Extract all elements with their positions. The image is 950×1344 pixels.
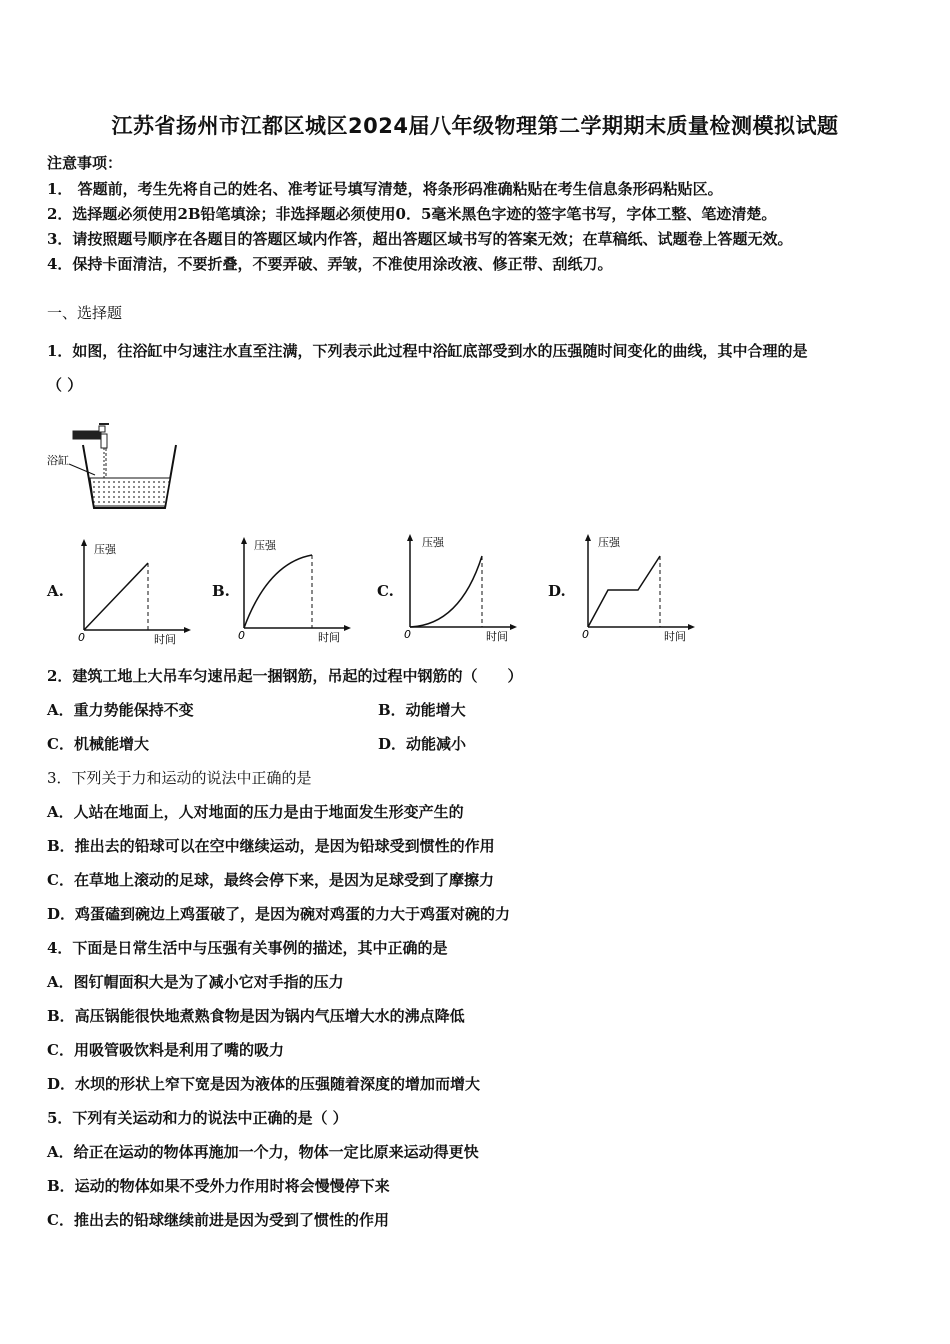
graph-b <box>232 533 357 648</box>
tub-label: 浴缸 <box>47 454 69 467</box>
graph-b-ylabel: 压强 <box>254 539 276 552</box>
water-stream <box>104 448 106 480</box>
graph-c-xlabel: 时间 <box>486 630 508 643</box>
notice-item-4: 4．保持卡面清洁，不要折叠，不要弄破、弄皱，不准使用涂改液、修正带、刮纸刀。 <box>47 255 613 273</box>
notice-item-2: 2．选择题必须使用2B铅笔填涂；非选择题必须使用0．5毫米黑色字迹的签字笔书写，字体工整、笔迹清楚。 <box>47 205 777 223</box>
q3-stem: 3．下列关于力和运动的说法中正确的是 <box>47 769 312 787</box>
q2-option-c: C．机械能增大 <box>47 735 149 753</box>
q2-option-a: A．重力势能保持不变 <box>47 701 194 719</box>
q5-stem: 5．下列有关运动和力的说法中正确的是（ ） <box>47 1109 348 1127</box>
graph-d-curve <box>588 556 660 627</box>
q4-option-b: B．高压锅能很快地煮熟食物是因为锅内气压增大水的沸点降低 <box>47 1007 465 1025</box>
graph-d-xlabel: 时间 <box>664 630 686 643</box>
graph-a <box>72 535 197 650</box>
q3-option-c: C．在草地上滚动的足球，最终会停下来，是因为足球受到了摩擦力 <box>47 871 494 889</box>
q5-option-b: B．运动的物体如果不受外力作用时将会慢慢停下来 <box>47 1177 390 1195</box>
q4-option-d: D．水坝的形状上窄下宽是因为液体的压强随着深度的增加而增大 <box>47 1075 481 1093</box>
q2-option-b: B．动能增大 <box>378 701 466 719</box>
q3-option-a: A．人站在地面上，人对地面的压力是由于地面发生形变产生的 <box>47 803 464 821</box>
q2-option-d: D．动能减小 <box>378 735 467 753</box>
faucet-icon <box>73 424 109 448</box>
q3-option-b: B．推出去的铅球可以在空中继续运动，是因为铅球受到惯性的作用 <box>47 837 495 855</box>
q4-option-c: C．用吸管吸饮料是利用了嘴的吸力 <box>47 1041 284 1059</box>
q5-option-a: A．给正在运动的物体再施加一个力，物体一定比原来运动得更快 <box>47 1143 479 1161</box>
graph-a-origin: 0 <box>78 631 85 644</box>
graph-d <box>576 530 701 645</box>
graph-a-xlabel: 时间 <box>154 633 176 646</box>
q5-option-c: C．推出去的铅球继续前进是因为受到了惯性的作用 <box>47 1211 389 1229</box>
graph-c-curve <box>410 556 482 627</box>
graph-c-label: C. <box>377 582 394 600</box>
notice-item-3: 3．请按照题号顺序在各题目的答题区域内作答，超出答题区域书写的答案无效；在草稿纸、试题卷上答题无效。 <box>47 230 793 248</box>
tub-label-leader <box>69 464 95 475</box>
q4-stem: 4．下面是日常生活中与压强有关事例的描述，其中正确的是 <box>47 939 448 957</box>
graph-b-origin: 0 <box>238 629 245 642</box>
graph-c-origin: 0 <box>404 628 411 641</box>
tub-water <box>90 478 170 506</box>
graph-d-origin: 0 <box>582 628 589 641</box>
graph-a-curve <box>84 563 148 630</box>
graph-b-curve <box>244 555 312 628</box>
q4-option-a: A．图钉帽面积大是为了减小它对手指的压力 <box>47 973 344 991</box>
graph-b-label: B. <box>212 582 230 600</box>
graph-a-label: A. <box>47 582 64 600</box>
bathtub-figure <box>47 420 187 520</box>
graph-c-ylabel: 压强 <box>422 536 444 549</box>
q1-stem: 1．如图，往浴缸中匀速注水直至注满，下列表示此过程中浴缸底部受到水的压强随时间变化的曲线，其中合理的是 <box>47 342 808 360</box>
graph-d-ylabel: 压强 <box>598 536 620 549</box>
notice-heading: 注意事项： <box>47 154 123 172</box>
graph-c <box>398 530 523 645</box>
graph-b-xlabel: 时间 <box>318 631 340 644</box>
graph-d-label: D. <box>548 582 566 600</box>
notice-item-1: 1． 答题前，考生先将自己的姓名、准考证号填写清楚，将条形码准确粘贴在考生信息条形码粘贴区。 <box>47 180 723 198</box>
q1-paren: （ ） <box>47 376 83 394</box>
graph-a-ylabel: 压强 <box>94 543 116 556</box>
q2-stem: 2．建筑工地上大吊车匀速吊起一捆钢筋，吊起的过程中钢筋的（ ） <box>47 667 523 685</box>
page-title: 江苏省扬州市江都区城区2024届八年级物理第二学期期末质量检测模拟试题 <box>111 114 839 138</box>
section-heading: 一、选择题 <box>47 304 123 322</box>
q3-option-d: D．鸡蛋磕到碗边上鸡蛋破了，是因为碗对鸡蛋的力大于鸡蛋对碗的力 <box>47 905 511 923</box>
